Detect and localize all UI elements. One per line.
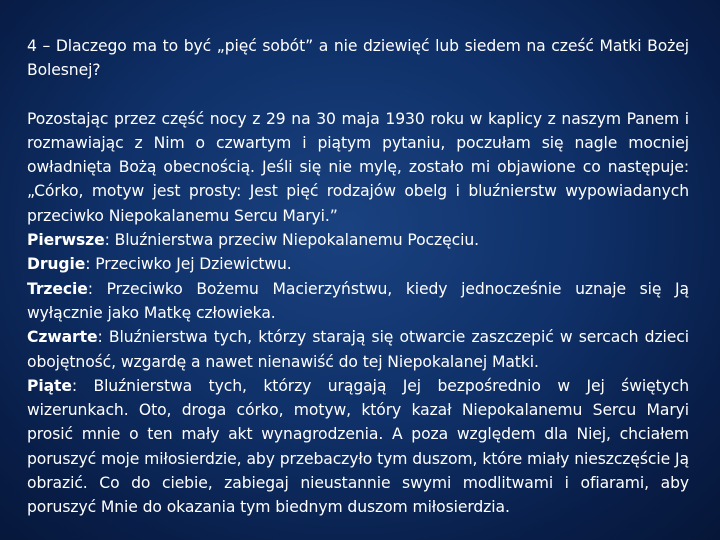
item-text: : Bluźnierstwa przeciw Niepokalanemu Poczęciu. <box>104 231 479 250</box>
item-label: Piąte <box>27 376 72 395</box>
item-label: Pierwsze <box>27 231 105 250</box>
item-label: Drugie <box>27 255 86 274</box>
list-item-first <box>27 228 689 252</box>
item-text: : Przeciwko Bożemu Macierzyństwu, kiedy jednocześnie uznaje się Ją wyłącznie jako Matkę człowieka. <box>27 279 689 322</box>
list-item-fifth <box>27 374 689 520</box>
item-text: : Bluźnierstwa tych, którzy urągają Jej bezpośrednio w Jej świętych wizerunkach. Oto, droga córko, motyw, który kazał Niepokalanemu Sercu Maryi prosić mnie o ten mały akt wynagrodzenia. A poza względem dla Niej, chciałem poruszyć moje miłosierdzie, aby przebaczyło tym duszom, które miały nieszczęście Ją obrazić. Co do ciebie, zabiegaj nieustannie swymi modlitwami i ofiarami, aby poruszyć Mnie do okazania tym biednym duszom miłosierdzia. <box>27 376 689 517</box>
list-item-fourth <box>27 325 689 374</box>
item-text: : Przeciwko Jej Dziewictwu. <box>85 255 292 274</box>
item-label: Czwarte <box>27 328 98 347</box>
item-label: Trzecie <box>27 279 88 298</box>
question-heading: 4 – Dlaczego ma to być „pięć sobót” a nie dziewięć lub siedem na cześć Matki Bożej Bolesnej? <box>27 37 689 80</box>
item-text: : Bluźnierstwa tych, którzy starają się otwarcie zaszczepić w sercach dzieci obojętność, wzgardę a nawet nienawiść do tej Niepokalanej Matki. <box>27 328 689 371</box>
list-item-second <box>27 252 689 276</box>
slide-content <box>27 34 689 520</box>
list-item-third <box>27 277 689 326</box>
answer-intro: Pozostając przez część nocy z 29 na 30 maja 1930 roku w kaplicy z naszym Panem i rozmawiając z Nim o czwartym i piątym pytaniu, poczułam się nagle mocniej owładnięta Bożą obecnością. Jeśli się nie mylę, zostało mi objawione co następuje: „Córko, motyw jest prosty: Jest pięć rodzajów obelg i bluźnierstw wypowiadanych przeciwko Niepokalanemu Sercu Maryi.” <box>27 109 689 225</box>
